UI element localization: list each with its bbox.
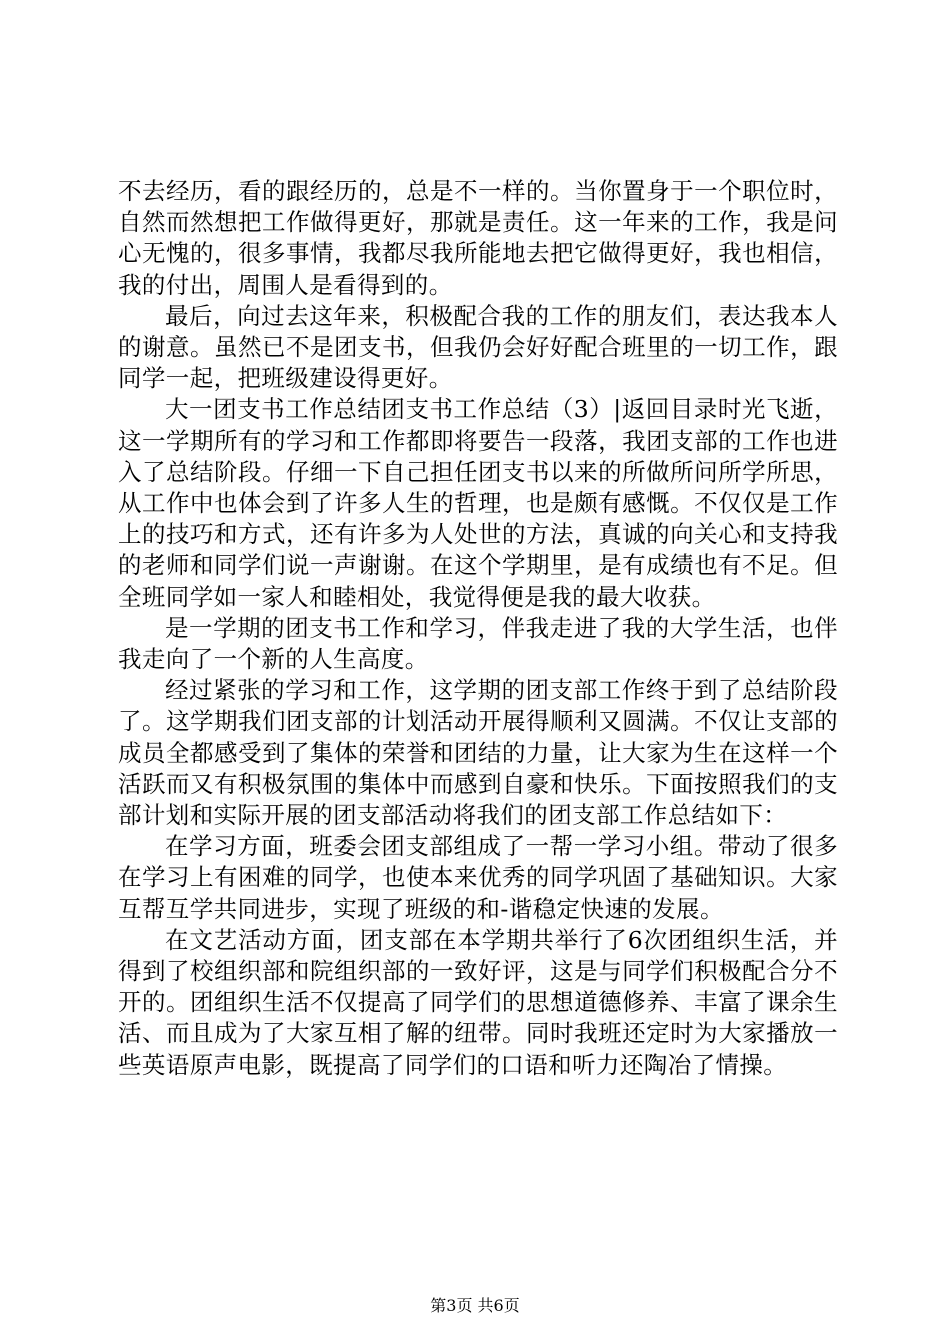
paragraph-7: 在文艺活动方面，团支部在本学期共举行了6次团组织生活，并得到了校组织部和院组织部的一致好评，这是与同学们积极配合分不开的。团组织生活不仅提高了同学们的思想道德修养、丰富了课余生活、而且成为了大家互相了解的纽带。同时我班还定时为大家播放一些英语原声电影，既提高了同学们的口语和听力还陶冶了情操。 — [118, 925, 838, 1079]
document-body — [118, 176, 838, 1081]
paragraph-6: 在学习方面，班委会团支部组成了一帮一学习小组。带动了很多在学习上有困难的同学，也使本来优秀的同学巩固了基础知识。大家互帮互学共同进步，实现了班级的和-谐稳定快速的发展。 — [118, 832, 838, 923]
paragraph-1: 不去经历，看的跟经历的，总是不一样的。当你置身于一个职位时，自然而然想把工作做得更好，那就是责任。这一年来的工作，我是问心无愧的，很多事情，我都尽我所能地去把它做得更好，我也相信，我的付出，周围人是看得到的。 — [118, 177, 838, 299]
paragraph-4: 是一学期的团支书工作和学习，伴我走进了我的大学生活，也伴我走向了一个新的人生高度。 — [118, 613, 838, 674]
paragraph-5: 经过紧张的学习和工作，这学期的团支部工作终于到了总结阶段了。这学期我们团支部的计划活动开展得顺利又圆满。不仅让支部的成员全都感受到了集体的荣誉和团结的力量，让大家为生在这样一个活跃而又有积极氛围的集体中而感到自豪和快乐。下面按照我们的支部计划和实际开展的团支部活动将我们的团支部工作总结如下： — [118, 676, 838, 830]
paragraph-3: 大一团支书工作总结团支书工作总结（3）|返回目录时光飞逝，这一学期所有的学习和工作都即将要告一段落，我团支部的工作也进入了总结阶段。仔细一下自己担任团支书以来的所做所问所学所思，从工作中也体会到了许多人生的哲理，也是颇有感慨。不仅仅是工作上的技巧和方式，还有许多为人处世的方法，真诚的向关心和支持我的老师和同学们说一声谢谢。在这个学期里，是有成绩也有不足。但全班同学如一家人和睦相处，我觉得便是我的最大收获。 — [118, 395, 838, 611]
paragraph-2: 最后，向过去这年来，积极配合我的工作的朋友们，表达我本人的谢意。虽然已不是团支书，但我仍会好好配合班里的一切工作，跟同学一起，把班级建设得更好。 — [118, 301, 838, 393]
page-number-footer: 第3页 共6页 — [430, 1296, 520, 1315]
